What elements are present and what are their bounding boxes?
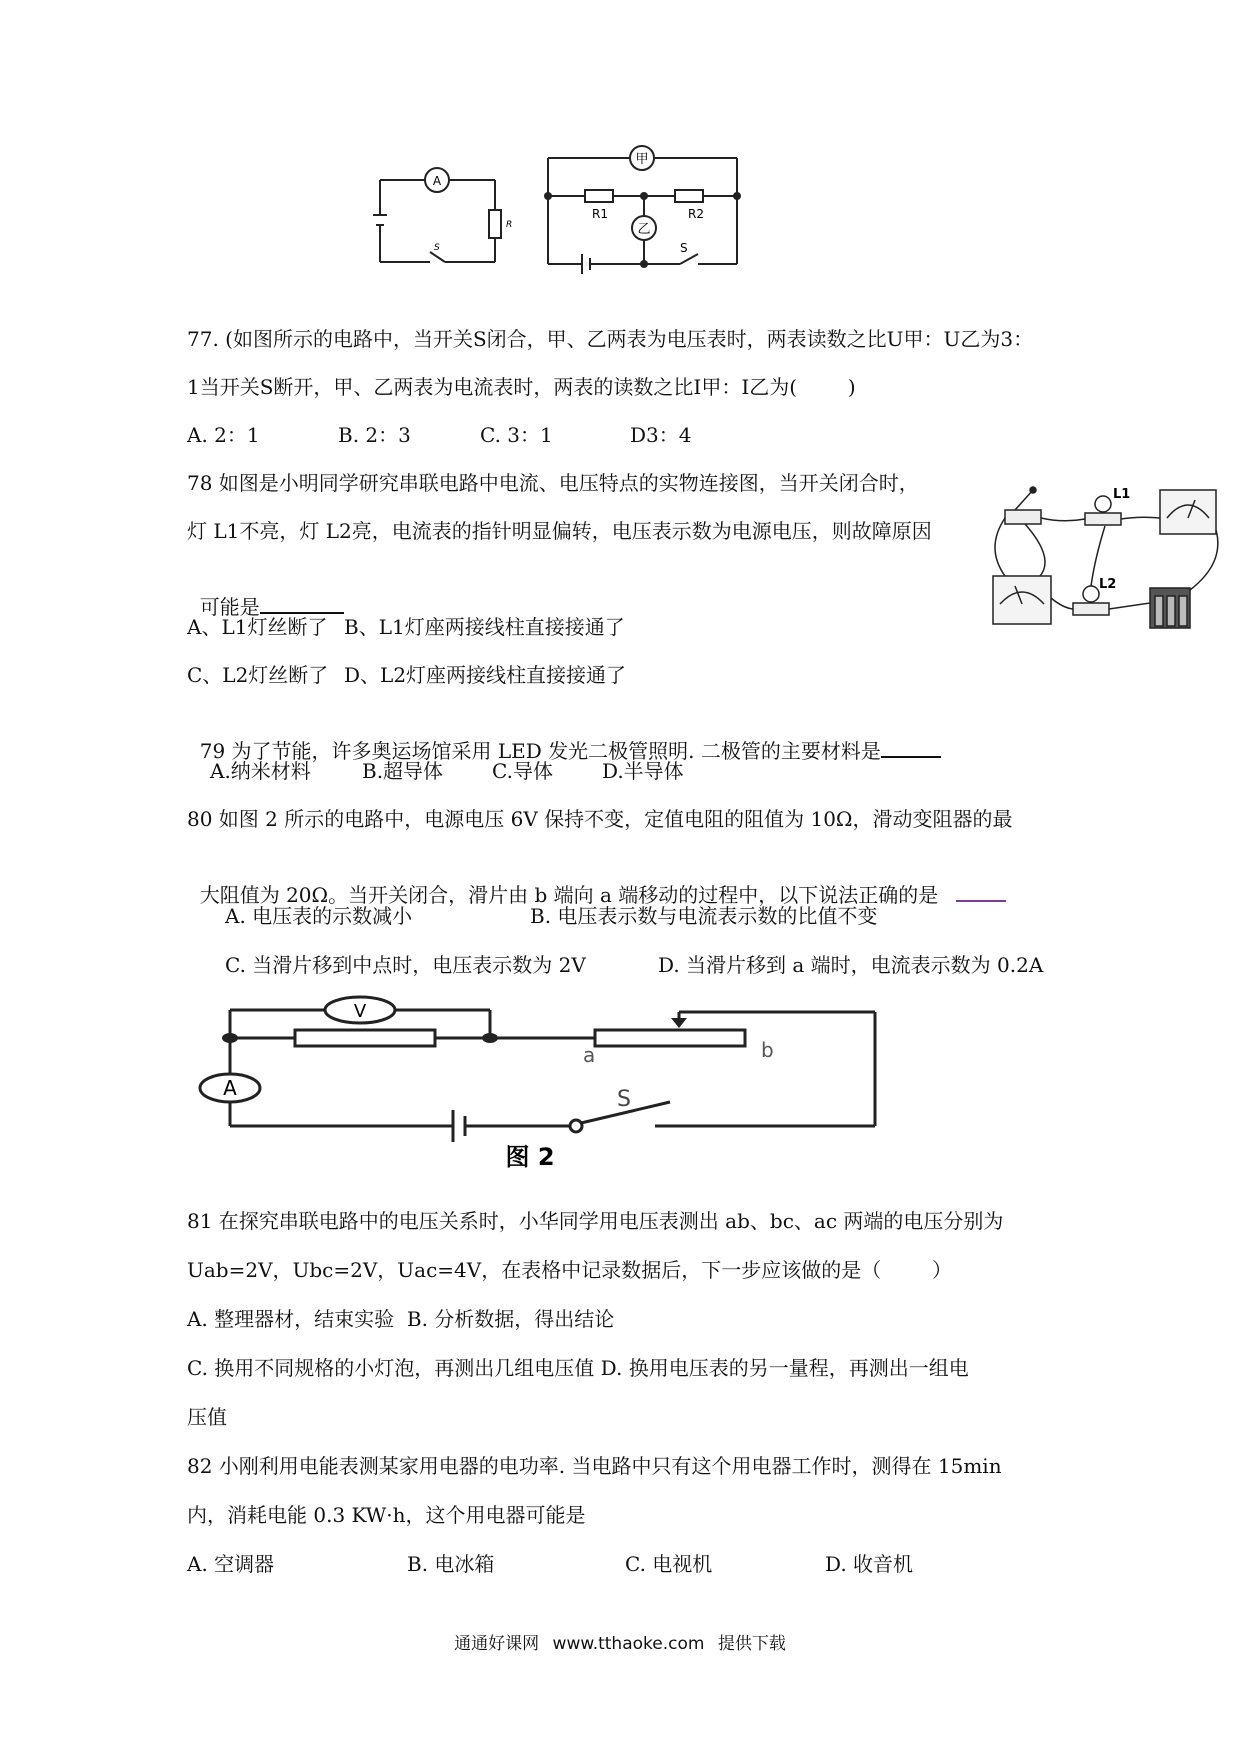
footer-url-link[interactable]: www.tthaoke.com [552,1634,705,1654]
resistor-label: R [506,220,513,230]
q79-option-a: A.纳米材料 [210,759,311,783]
ammeter-label: A [223,1076,237,1100]
q77-right-circuit [540,150,750,275]
q79-line1-text: 79 为了节能，许多奥运场馆采用 LED 发光二极管照明. 二极管的主要材料是 [199,739,881,763]
switch-label: S [680,241,688,255]
meter-jia-label: 甲 [635,152,649,167]
q82-option-b: B. 电冰箱 [407,1552,495,1576]
q78-option-d: D、L2灯座两接线柱直接接通了 [344,663,627,687]
q77-line1: 77. (如图所示的电路中，当开关S闭合，甲、乙两表为电压表时，两表读数之比U甲：U乙为3： [187,327,1034,351]
q77-option-b: B. 2：3 [338,423,411,447]
q79-line1 [187,710,941,764]
q77-option-a: A. 2：1 [187,423,260,447]
q80-circuit-figure [185,1002,885,1172]
q82-option-c: C. 电视机 [625,1552,713,1576]
switch-label: S [434,243,440,253]
l2-label: L2 [1099,577,1117,592]
answer-blank [956,880,1006,902]
q80-option-b: B. 电压表示数与电流表示数的比值不变 [530,904,878,928]
q79-option-b: B.超导体 [362,759,444,783]
q82-line1: 82 小刚利用电能表测某家用电器的电功率. 当电路中只有这个用电器工作时，测得在 15min [187,1454,1002,1478]
voltmeter-label: V [353,1001,367,1022]
q78-line1: 78 如图是小明同学研究串联电路中电流、电压特点的实物连接图，当开关闭合时， [187,471,919,495]
q80-option-d: D. 当滑片移到 a 端时，电流表示数为 0.2A [658,953,1044,977]
q79-option-d: D.半导体 [602,759,684,783]
q78-line2: 灯 L1不亮，灯 L2亮，电流表的指针明显偏转，电压表示数为电源电压，则故障原因 [187,519,932,543]
q77-line2: 1当开关S断开，甲、乙两表为电流表时，两表的读数之比I甲：I乙为( ) [187,375,856,399]
ammeter-label: A [432,174,442,188]
meter-yi-label: 乙 [637,222,651,237]
l1-label: L1 [1113,487,1131,502]
q79-option-c: C.导体 [492,759,553,783]
q81-line3: A. 整理器材，结束实验 B. 分析数据，得出结论 [187,1307,615,1331]
q82-option-d: D. 收音机 [825,1552,914,1576]
r1-label: R1 [592,207,608,221]
q80-option-c: C. 当滑片移到中点时，电压表示数为 2V [225,953,586,977]
q81-line5: 压值 [187,1405,227,1429]
q80-option-a: A. 电压表的示数减小 [225,904,413,928]
terminal-a-label: a [583,1043,596,1067]
q78-apparatus-figure [985,478,1235,638]
q78-line3-text: 可能是 [199,595,260,619]
answer-blank [260,592,344,614]
q82-option-a: A. 空调器 [187,1552,275,1576]
r2-label: R2 [688,207,704,221]
footer-action: 提供下载 [717,1634,786,1654]
answer-blank [881,736,941,758]
q81-line4: C. 换用不同规格的小灯泡，再测出几组电压值 D. 换用电压表的另一量程，再测出一组电 [187,1356,969,1380]
q77-option-c: C. 3：1 [480,423,553,447]
q80-line1: 80 如图 2 所示的电路中，电源电压 6V 保持不变，定值电阻的阻值为 10Ω，滑动变阻器的最 [187,807,1013,831]
terminal-b-label: b [761,1038,774,1062]
switch-label: S [617,1087,631,1112]
q80-line2 [187,854,1006,908]
q78-option-a: A、L1灯丝断了 [187,615,328,639]
q81-line1: 81 在探究串联电路中的电压关系时，小华同学用电压表测出 ab、bc、ac 两端的电压分别为 [187,1209,1004,1233]
footer-site-name: 通通好课网 [454,1634,540,1654]
q82-line2: 内，消耗电能 0.3 KW·h，这个用电器可能是 [187,1503,586,1527]
page-footer [0,1633,1240,1655]
figure-caption: 图 2 [505,1143,555,1171]
q81-line2: Uab=2V，Ubc=2V，Uac=4V，在表格中记录数据后，下一步应该做的是（ ） [187,1258,953,1282]
q78-line3 [187,566,344,620]
q78-option-b: B、L1灯座两接线柱直接接通了 [344,615,625,639]
q78-option-c: C、L2灯丝断了 [187,663,329,687]
q77-left-circuit [370,160,513,270]
q80-line2-text: 大阻值为 20Ω。当开关闭合，滑片由 b 端向 a 端移动的过程中，以下说法正确的是 [199,883,939,907]
q77-option-d: D3：4 [630,423,692,447]
